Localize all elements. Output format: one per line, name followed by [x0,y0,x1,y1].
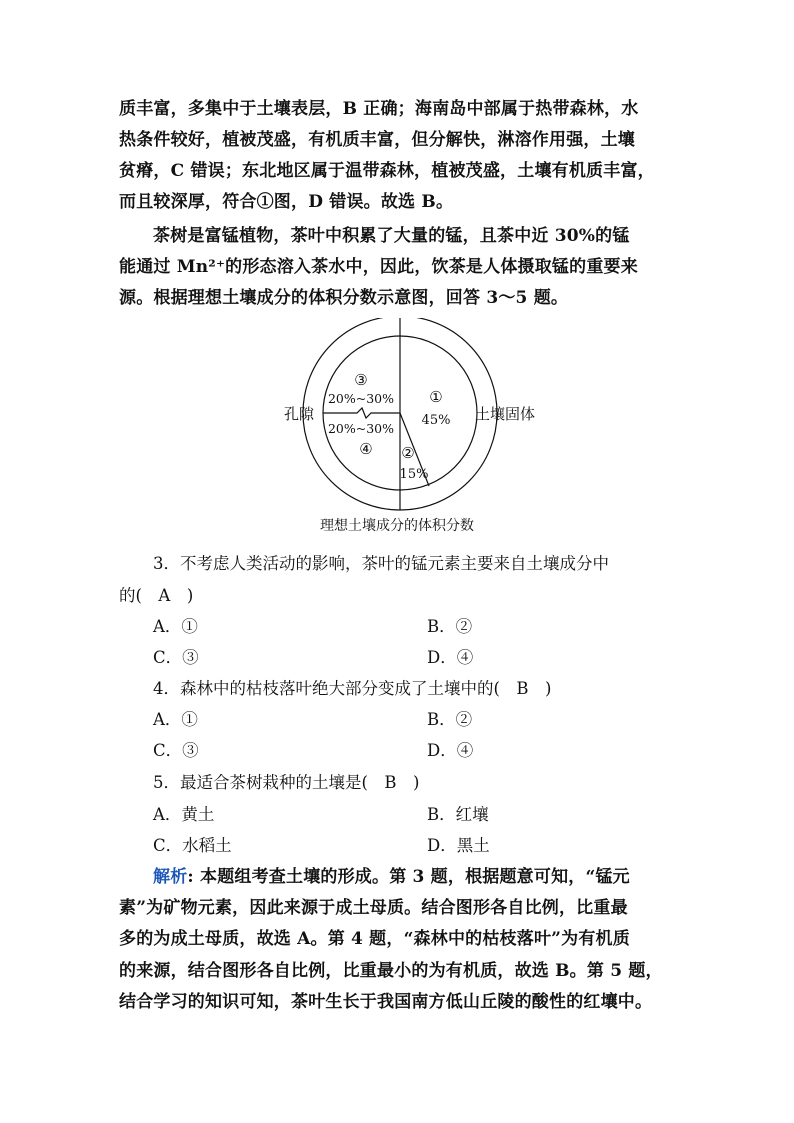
segment-1-value: 45% [421,413,451,428]
question-3-option-c: C．③ [153,648,199,667]
question-4-stem: 4．森林中的枯枝落叶绝大部分变成了土壤中的( B ) [153,679,552,698]
question-4-option-d: D．④ [427,741,474,760]
label-pores: 孔隙 [283,405,315,423]
question-5-stem: 5．最适合茶树栽种的土壤是( B ) [153,773,420,792]
intro-line-1: 质丰富，多集中于土壤表层，B 正确；海南岛中部属于热带森林，水 [119,99,639,119]
question-3-stem: 3．不考虑人类活动的影响，茶叶的锰元素主要来自土壤成分中 [153,554,609,573]
analysis-label: 解析 [153,867,188,887]
analysis-line-3: 多的为成土母质，故选 A。第 4 题，“森林中的枯枝落叶”为有机质 [119,929,630,949]
analysis-line-4: 的来源，结合图形各自比例，比重最小的为有机质，故选 B。第 5 题， [119,961,663,981]
question-4-option-b: B．② [427,710,473,729]
question-3-option-d: D．④ [427,648,474,667]
segment-1-mark: ① [429,388,443,406]
analysis-line-1 [153,866,715,888]
question-3-stem-cont: 的( A ) [119,586,194,605]
segment-2-value: 15% [399,467,429,482]
segment-3-value: 20%~30% [327,391,395,406]
question-4-option-a: A．① [153,710,198,729]
analysis-line-2: 素”为矿物元素，因此来源于成土母质。结合图形各自比例，比重最 [119,898,628,918]
segment-2-mark: ② [401,444,415,462]
label-soil-solids: 土壤固体 [474,405,536,423]
question-5-option-a: A．黄土 [153,805,215,824]
intro-line-4: 而且较深厚，符合①图，D 错误。故选 B。 [119,192,454,212]
pore-divider [323,408,400,418]
question-5-option-c: C．水稻土 [153,836,232,855]
intro-line-2: 热条件较好，植被茂盛，有机质丰富，但分解快，淋溶作用强，土壤 [119,130,635,150]
analysis-line-1-text: : 本题组考查土壤的形成。第 3 题，根据题意可知，“锰元 [187,867,630,887]
question-5-option-d: D．黑土 [427,836,490,855]
figure-caption: 理想土壤成分的体积分数 [320,518,474,534]
question-3-option-b: B．② [427,617,473,636]
analysis-line-5: 结合学习的知识可知，茶叶生长于我国南方低山丘陵的酸性的红壤中。 [119,992,653,1012]
soil-composition-diagram [270,318,550,538]
question-4-option-c: C．③ [153,741,199,760]
segment-4-mark: ④ [359,440,373,458]
segment-4-value: 20%~30% [327,421,395,436]
question-5-option-b: B．红壤 [427,805,489,824]
stem-line-2: 能通过 Mn²⁺的形态溶入茶水中，因此，饮茶是人体摄取锰的重要来 [119,257,638,277]
intro-line-3: 贫瘠，C 错误；东北地区属于温带森林，植被茂盛，土壤有机质丰富， [119,161,655,181]
question-3-option-a: A．① [153,617,198,636]
stem-line-3: 源。根据理想土壤成分的体积分数示意图，回答 3～5 题。 [119,288,569,308]
segment-3-mark: ③ [354,371,368,389]
stem-line-1: 茶树是富锰植物，茶叶中积累了大量的锰，且茶中近 30%的锰 [153,226,630,246]
